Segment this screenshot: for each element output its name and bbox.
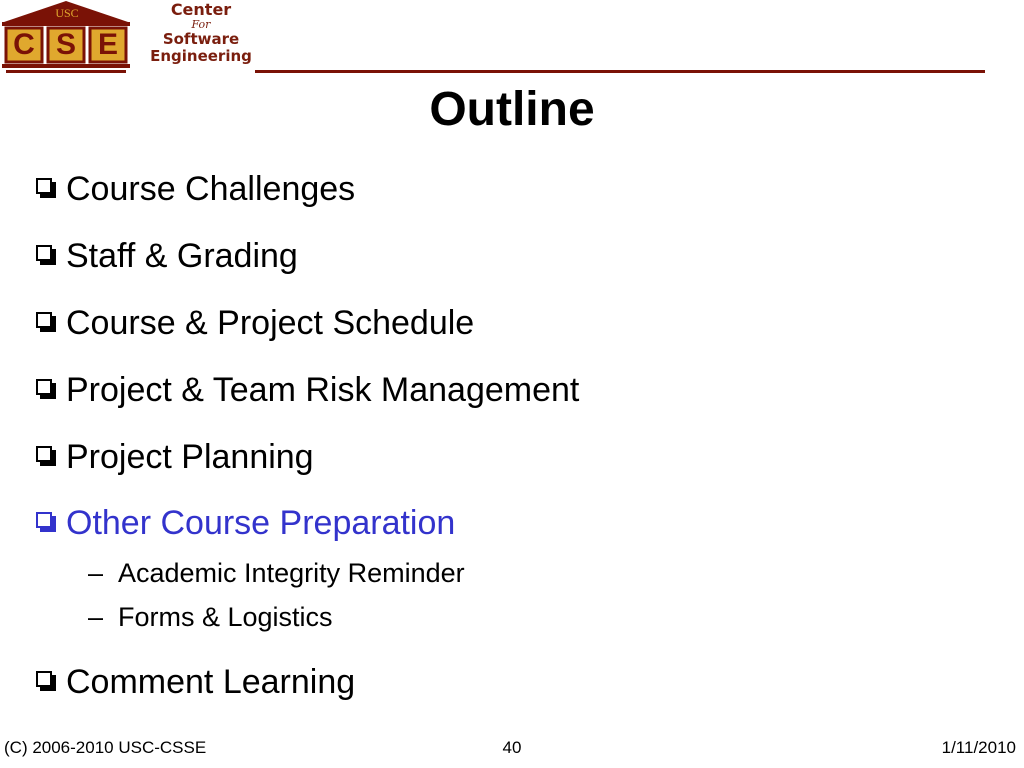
sub-bullet-item — [88, 601, 333, 633]
bullet-label: Course & Project Schedule — [66, 304, 475, 342]
bullet-item — [36, 169, 355, 209]
seal-text: USC — [55, 6, 79, 20]
slide-footer — [0, 736, 1024, 760]
footer-page-number: 40 — [502, 738, 522, 757]
dash-bullet-icon: – — [88, 558, 104, 588]
bullet-label: Staff & Grading — [66, 237, 298, 275]
checkbox-bullet-icon — [36, 178, 58, 200]
logo-letter-s: S — [55, 28, 76, 61]
checkbox-bullet-icon — [36, 312, 58, 334]
logo-software-text: Software — [162, 30, 240, 48]
slide-title: Outline — [429, 83, 595, 136]
logo-engineering-text: Engineering — [150, 47, 252, 65]
bullet-item — [36, 303, 474, 343]
checkbox-bullet-icon — [36, 379, 58, 401]
bullet-label: Course Challenges — [66, 170, 356, 208]
sub-bullet-label: Forms & Logistics — [118, 602, 333, 632]
bullet-item — [36, 437, 314, 477]
logo-for-text: For — [191, 18, 211, 31]
checkbox-bullet-icon — [36, 512, 58, 534]
bullet-label: Project & Team Risk Management — [66, 371, 580, 409]
footer-date: 1/11/2010 — [941, 738, 1016, 757]
bullet-item — [36, 236, 298, 276]
csse-logo — [0, 0, 260, 78]
center-for-software-engineering — [142, 2, 260, 66]
checkbox-bullet-icon — [36, 671, 58, 693]
footer-copyright: (C) 2006-2010 USC-CSSE — [4, 738, 207, 757]
checkbox-bullet-icon — [36, 245, 58, 267]
bullet-label: Project Planning — [66, 438, 314, 476]
sub-bullet-item — [88, 557, 465, 589]
logo-center-text: Center — [170, 0, 232, 19]
logo-letter-e: E — [97, 28, 118, 61]
bullet-item-highlighted — [36, 503, 455, 543]
bullet-item — [36, 370, 579, 410]
bullet-label: Comment Learning — [66, 663, 356, 701]
bullet-item — [36, 662, 355, 702]
logo-letter-c: C — [13, 28, 35, 61]
header-rule — [255, 70, 985, 73]
checkbox-bullet-icon — [36, 446, 58, 468]
bullet-label: Other Course Preparation — [66, 504, 456, 542]
dash-bullet-icon: – — [88, 602, 104, 632]
sub-bullet-label: Academic Integrity Reminder — [118, 558, 465, 588]
